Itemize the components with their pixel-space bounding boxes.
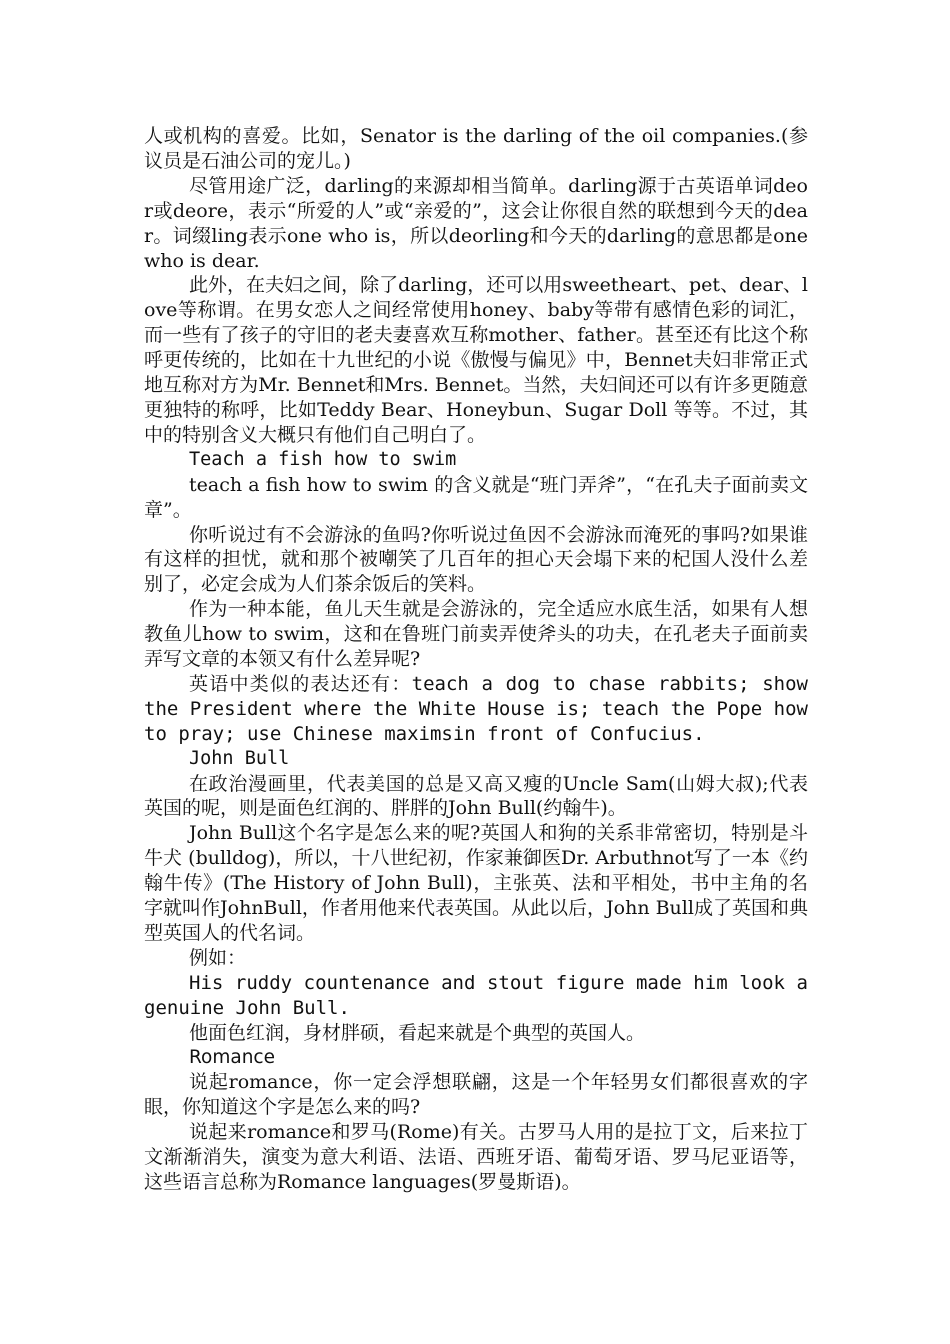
paragraph-fish-instinct: 作为一种本能，鱼儿天生就是会游泳的，完全适应水底生活，如果有人想教鱼儿how to swim，这和在鲁班门前卖弄使斧头的功夫，在孔老夫子面前卖弄写文章的本领又有什么差异呢? xyxy=(144,598,808,671)
paragraph-couples-terms: 此外，在夫妇之间，除了darling，还可以用sweetheart、pet、dear、love等称谓。在男女恋人之间经常使用honey、baby等带有感情色彩的词汇，而一些有了孩子的守旧的老夫妻喜欢互称mother、father。甚至还有比这个称呼更传统的，比如在十九世纪的小说《傲慢与偏见》中，Bennet夫妇非常正式地互称对方为Mr. Bennet和Mrs. Bennet。当然，夫妇间还可以有许多更随意更独特的称呼，比如Teddy Bear、Honeybun、Sugar Doll 等等。不过，其中的特别含义大概只有他们自己明白了。 xyxy=(144,274,808,446)
paragraph-bull-origin: John Bull这个名字是怎么来的呢?英国人和狗的关系非常密切，特别是斗牛犬 (bulldog)，所以，十八世纪初，作家兼御医Dr. Arbuthnot写了一本《约翰牛传》(The History of John Bull)，主张英、法和平相处，书中主角的名字就叫作JohnBull，作者用他来代表英国。从此以后，John Bull成了英国和典型英国人的代名词。 xyxy=(144,822,808,944)
paragraph-darling-origin: 尽管用途广泛，darling的来源却相当简单。darling源于古英语单词deor或deore，表示“所爱的人”或“亲爱的”，这会让你很自然的联想到今天的dear。词缀ling表示one who is，所以deorling和今天的darling的意思都是one who is dear. xyxy=(144,174,808,272)
paragraph-bull-example-english: His ruddy countenance and stout figure made him look a genuine John Bull. xyxy=(144,971,808,1019)
paragraph-darling-usage: 人或机构的喜爱。比如，Senator is the darling of the oil companies.(参议员是石油公司的宠儿。) xyxy=(144,125,808,172)
paragraph-fish-similar: 英语中类似的表达还有：teach a dog to chase rabbits; show the President where the White House is; teach the Pope how to pray; use Chinese maximsin front of Confucius. xyxy=(144,672,808,745)
heading-john-bull: John Bull xyxy=(189,747,290,769)
paragraph-bull-example-label: 例如： xyxy=(189,946,247,969)
paragraph-fish-meaning: teach a fish how to swim 的含义就是“班门弄斧”，“在孔夫子面前卖文章”。 xyxy=(144,473,808,521)
heading-teach-a-fish: Teach a fish how to swim xyxy=(189,448,457,470)
paragraph-bull-example-chinese: 他面色红润，身材胖硕，看起来就是个典型的英国人。 xyxy=(189,1021,646,1044)
paragraph-bull-cartoon: 在政治漫画里，代表美国的总是又高又瘦的Uncle Sam(山姆大叔);代表英国的呢，则是面色红润的、胖胖的John Bull(约翰牛)。 xyxy=(144,772,808,820)
paragraph-romance-intro: 说起romance，你一定会浮想联翩，这是一个年轻男女们都很喜欢的字眼，你知道这个字是怎么来的吗? xyxy=(144,1071,808,1119)
heading-romance: Romance xyxy=(189,1046,275,1068)
paragraph-romance-rome: 说起来romance和罗马(Rome)有关。古罗马人用的是拉丁文，后来拉丁文渐渐消失，演变为意大利语、法语、西班牙语、葡萄牙语、罗马尼亚语等，这些语言总称为Romance languages(罗曼斯语)。 xyxy=(144,1121,808,1194)
document-page xyxy=(144,124,808,1195)
paragraph-fish-question: 你听说过有不会游泳的鱼吗?你听说过鱼因不会游泳而淹死的事吗?如果谁有这样的担忧，就和那个被嘲笑了几百年的担心天会塌下来的杞国人没什么差别了，必定会成为人们茶余饭后的笑料。 xyxy=(144,523,808,596)
